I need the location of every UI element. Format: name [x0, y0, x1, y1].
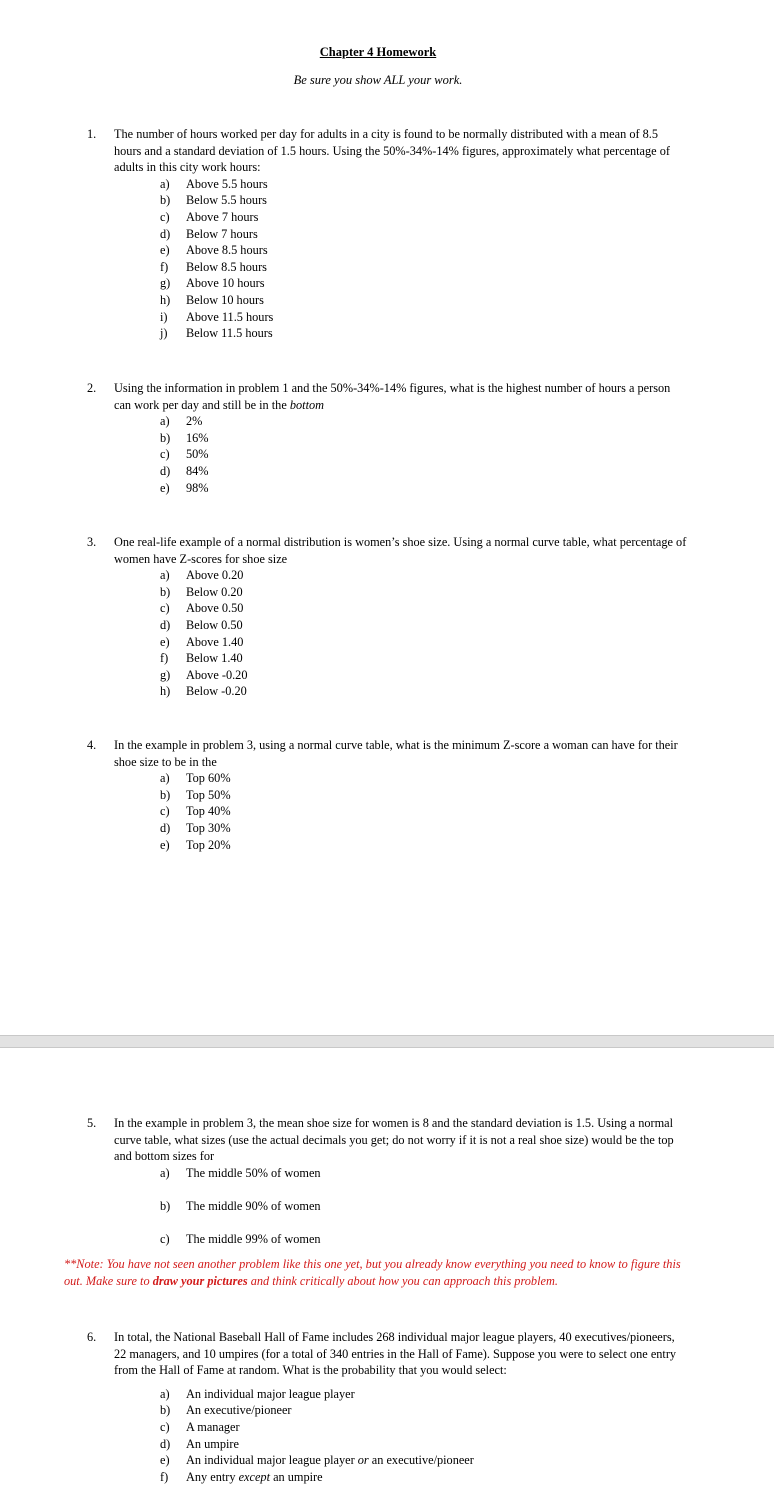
option-text-part: Any entry [186, 1469, 239, 1484]
option-label: d) [160, 226, 171, 241]
option-label: a) [160, 414, 170, 429]
option-text: Top 30% [186, 820, 231, 835]
option-text: Below 5.5 hours [186, 193, 267, 208]
document-page-2 [0, 1048, 774, 1509]
option-text: An umpire [186, 1436, 239, 1451]
question-5 [87, 1115, 687, 1264]
question-text [114, 380, 687, 413]
option-item [160, 803, 687, 820]
question-number: 4. [87, 738, 97, 752]
option-label: a) [160, 1386, 170, 1401]
option-label: e) [160, 243, 170, 258]
question-3 [87, 534, 687, 700]
option-text: Top 60% [186, 771, 231, 786]
option-label: g) [160, 276, 171, 291]
option-label: h) [160, 292, 171, 307]
option-text: Above 10 hours [186, 276, 265, 291]
option-text: Above 1.40 [186, 634, 244, 649]
option-label: i) [160, 309, 168, 324]
question-text-emphasis: bottom [289, 397, 325, 412]
question-2 [87, 380, 687, 496]
option-label: d) [160, 1436, 171, 1451]
option-item [160, 463, 687, 480]
option-item [160, 1419, 687, 1436]
option-label: b) [160, 1403, 171, 1418]
note-text-end: and think critically about how you can approach this problem. [247, 1273, 558, 1288]
question-text: The number of hours worked per day for adults in a city is found to be normally distributed with a mean of 8.5 hours and a standard deviation of 1.5 hours. Using the 50%-34%-14% figures, approximately what percentage of adults in this city work hours: [114, 127, 670, 175]
option-text: Below 0.20 [186, 584, 243, 599]
page-separator [0, 1035, 774, 1048]
question-4 [87, 737, 687, 853]
option-text: Above 5.5 hours [186, 176, 268, 191]
option-item [160, 787, 687, 804]
note-emphasis: draw your pictures [152, 1273, 248, 1288]
option-label: e) [160, 634, 170, 649]
option-label: c) [160, 209, 170, 224]
option-text-part: an umpire [270, 1469, 323, 1484]
option-item [160, 667, 687, 684]
option-label: h) [160, 684, 171, 699]
option-label: c) [160, 1231, 170, 1246]
option-text: 84% [186, 463, 209, 478]
option-text: Above 7 hours [186, 209, 259, 224]
option-item [160, 1386, 687, 1403]
option-text: A manager [186, 1419, 240, 1434]
question-number: 1. [87, 127, 97, 141]
option-text [186, 1469, 323, 1486]
option-label: b) [160, 430, 171, 445]
question-number: 6. [87, 1330, 97, 1344]
option-text: Top 40% [186, 804, 231, 819]
option-label: b) [160, 1198, 171, 1213]
option-text: Above -0.20 [186, 667, 248, 682]
question-text: In total, the National Baseball Hall of Fame includes 268 individual major league players, 40 executives/pioneers, 22 managers, and 10 umpires (for a total of 340 entries in the Hall of Fame). Suppose you were to select one entry from the Hall of Fame at random. What is the probability that you would select: [114, 1330, 677, 1378]
option-text-part: an executive/pioneer [368, 1453, 474, 1468]
option-label: b) [160, 193, 171, 208]
option-text [186, 1452, 474, 1469]
question-text: In the example in problem 3, using a normal curve table, what is the minimum Z-score a woman can have for their shoe size to be in the [114, 738, 678, 769]
question-text: One real-life example of a normal distribution is women’s shoe size. Using a normal curve table, what percentage of women have Z-scores for shoe size [114, 535, 687, 566]
option-item [160, 176, 687, 193]
option-text: Below -0.20 [186, 684, 247, 699]
question-number: 5. [87, 1116, 97, 1130]
question-1 [87, 126, 687, 342]
option-label: b) [160, 787, 171, 802]
question-number: 2. [87, 381, 97, 395]
option-item [160, 683, 687, 700]
option-label: a) [160, 176, 170, 191]
option-item [160, 1452, 687, 1469]
option-label: f) [160, 259, 169, 274]
option-label: e) [160, 837, 170, 852]
option-text: Below 0.50 [186, 617, 243, 632]
option-label: f) [160, 651, 169, 666]
option-text: Below 11.5 hours [186, 326, 273, 341]
option-list [87, 567, 687, 700]
option-text-emphasis: except [238, 1469, 270, 1484]
option-text: An individual major league player [186, 1386, 355, 1401]
option-label: a) [160, 1165, 170, 1180]
option-text-emphasis: or [357, 1453, 369, 1468]
option-label: g) [160, 667, 171, 682]
option-item [160, 837, 687, 854]
option-label: a) [160, 771, 170, 786]
option-item [160, 192, 687, 209]
option-text: An executive/pioneer [186, 1403, 292, 1418]
note-text: **Note: You have not seen another problem like this one yet, but you already know everything you need to know to figure this out. Make sure to [64, 1257, 681, 1288]
option-text: Below 7 hours [186, 226, 258, 241]
option-item [160, 226, 687, 243]
question-6 [87, 1329, 687, 1485]
option-label: c) [160, 804, 170, 819]
option-item [160, 617, 687, 634]
option-text: Top 20% [186, 837, 231, 852]
option-text: 98% [186, 480, 209, 495]
option-label: a) [160, 568, 170, 583]
option-text: 50% [186, 447, 209, 462]
option-text: Above 0.50 [186, 601, 244, 616]
option-item [160, 634, 687, 651]
option-item [160, 600, 687, 617]
option-item [160, 259, 687, 276]
option-label: f) [160, 1469, 169, 1484]
option-item [160, 309, 687, 326]
option-item [160, 567, 687, 584]
option-item [160, 1165, 687, 1198]
option-list [87, 413, 687, 496]
option-text: Below 1.40 [186, 651, 243, 666]
option-list [87, 770, 687, 853]
option-text: Above 0.20 [186, 568, 244, 583]
option-label: e) [160, 1453, 170, 1468]
option-item [160, 292, 687, 309]
option-text: 16% [186, 430, 209, 445]
option-list [87, 176, 687, 342]
option-label: c) [160, 447, 170, 462]
option-item [160, 1198, 687, 1231]
option-item [160, 325, 687, 342]
option-text: The middle 50% of women [186, 1165, 321, 1180]
option-item [160, 446, 687, 463]
option-label: c) [160, 1419, 170, 1434]
option-text: Below 8.5 hours [186, 259, 267, 274]
page-subtitle: Be sure you show ALL your work. [293, 73, 463, 87]
option-text: Above 8.5 hours [186, 243, 268, 258]
option-text-part: An individual major league player [186, 1453, 358, 1468]
option-text: The middle 90% of women [186, 1198, 321, 1213]
option-label: j) [160, 326, 168, 341]
option-item [160, 820, 687, 837]
option-item [160, 770, 687, 787]
option-label: d) [160, 820, 171, 835]
option-item [160, 413, 687, 430]
option-item [160, 275, 687, 292]
option-label: d) [160, 463, 171, 478]
option-text: The middle 99% of women [186, 1231, 321, 1246]
option-label: c) [160, 601, 170, 616]
option-label: b) [160, 584, 171, 599]
option-text: Above 11.5 hours [186, 309, 274, 324]
option-label: d) [160, 617, 171, 632]
option-text: 2% [186, 414, 203, 429]
instructor-note [64, 1256, 694, 1289]
option-item [160, 242, 687, 259]
option-list [87, 1165, 687, 1264]
option-item [160, 1469, 687, 1486]
option-item [160, 480, 687, 497]
option-item [160, 430, 687, 447]
option-item [160, 1436, 687, 1453]
option-item [160, 1402, 687, 1419]
option-list [87, 1386, 687, 1486]
page-title: Chapter 4 Homework [319, 45, 437, 59]
question-number: 3. [87, 535, 97, 549]
option-text: Top 50% [186, 787, 231, 802]
question-text-main: Using the information in problem 1 and the 50%-34%-14% figures, what is the highest number of hours a person can work per day and still be in the [114, 381, 671, 412]
question-text: In the example in problem 3, the mean shoe size for women is 8 and the standard deviation is 1.5. Using a normal curve table, what sizes (use the actual decimals you get; do not worry if it is not a real shoe size) would be the top and bottom sizes for [114, 1116, 674, 1164]
option-text: Below 10 hours [186, 292, 264, 307]
option-item [160, 209, 687, 226]
option-item [160, 650, 687, 667]
option-label: e) [160, 480, 170, 495]
option-item [160, 584, 687, 601]
